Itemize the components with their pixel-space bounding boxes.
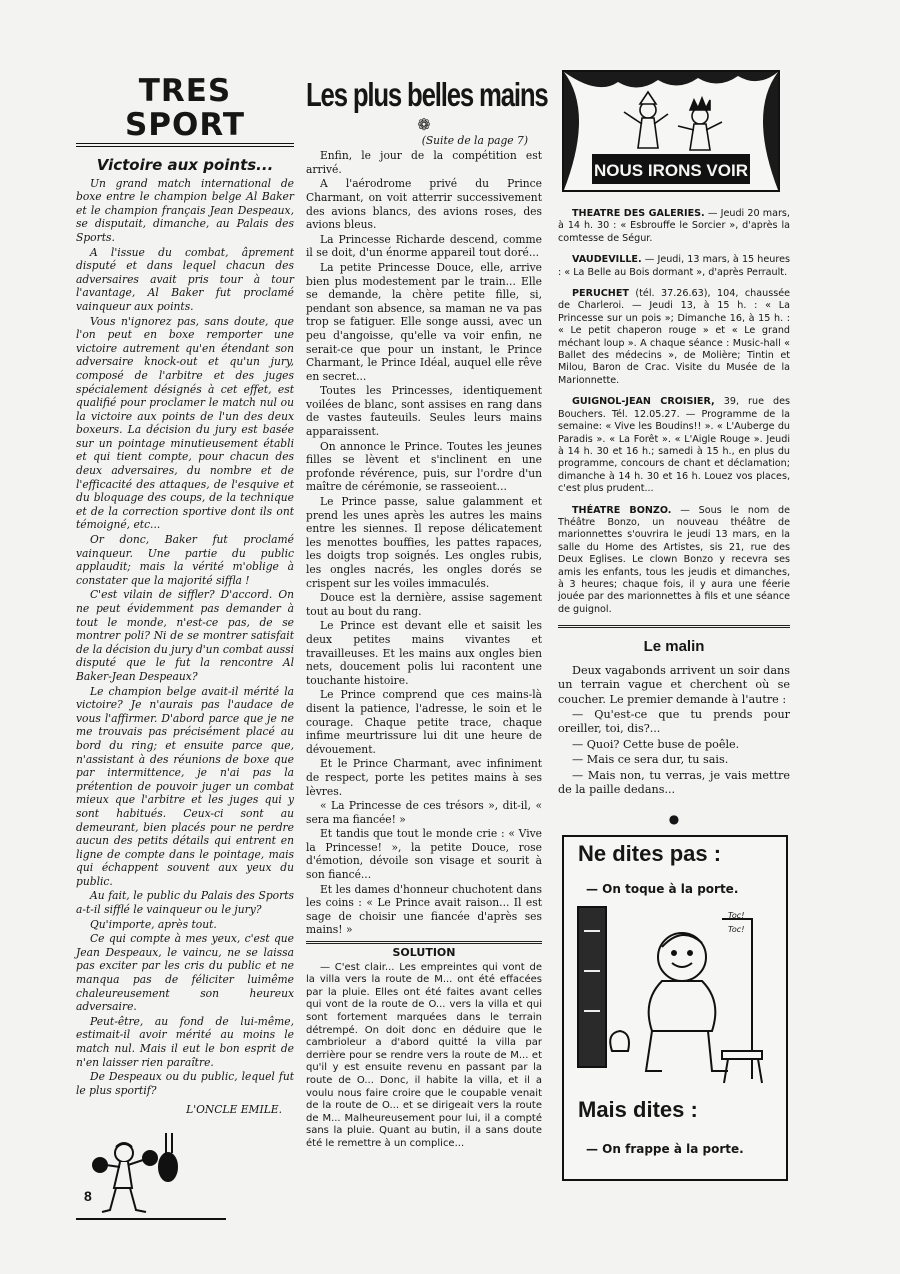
- story-paragraph: Le Prince passe, salue galamment et prend les unes après les autres les mains entre les siennes. Il repose délicatement les menottes bouffies, les pattes rapaces, les doigts trop soignés. Les ongles rubis, les ongles nacrés, les ongles dorés se crispent sur les voiles immaculés.: [306, 495, 542, 590]
- knock-sound: Toc! Toc!: [728, 911, 745, 934]
- entertainment-listings: [558, 208, 790, 616]
- story-title: Les plus belles mains: [306, 76, 548, 113]
- story-column: [306, 70, 548, 1152]
- entertainment-column: [558, 70, 790, 1181]
- boxer-illustration: [76, 1131, 266, 1223]
- listing-entry: [558, 208, 790, 245]
- story-paragraph: A l'aérodrome privé du Prince Charmant, on voit atterrir successivement des avions blancs, des avions roses, des avions bleus.: [306, 177, 542, 232]
- sport-column: [76, 70, 294, 1223]
- listing-details: 39, rue des Bouchers. Tél. 12.05.27. — Programme de la semaine: « Vive les Boudins!! ». « L'Auberge du Paradis ». « La Forêt ». « L'Aigle Rouge ». Jeudi à 14 h. 30 et 16 h.; samedi à 15 h., en plus du programme, concours de chant et déclamation; dimanche à 14 h. 30 et 16 h. Louez vos places, c'est plus prudent...: [558, 396, 791, 495]
- solution-title: SOLUTION: [392, 946, 456, 960]
- story-paragraph: Douce est la dernière, assise sagement tout au bout du rang.: [306, 591, 542, 618]
- malin-title: Le malin: [643, 638, 705, 656]
- listing-venue: GUIGNOL-JEAN CROISIER,: [572, 396, 715, 408]
- malin-paragraph: — Mais ce sera dur, tu sais.: [572, 753, 729, 767]
- sport-paragraph: Un grand match international de boxe entre le champion belge Al Baker et le champion français Jean Despeaux, se disputait, dimanche, au Palais des Sports.: [76, 176, 294, 244]
- story-paragraph: Le Prince est devant elle et saisit les deux petites mains vivantes et travailleuses. Et les mains aux ongles bien nets, doucement polis lui racontent une touchante histoire.: [306, 619, 542, 687]
- listing-details: — Jeudi, 13 mars, à 15 heures : « La Belle au Bois dormant », d'après Perrault.: [558, 254, 790, 278]
- listing-venue: THEATRE DES GALERIES.: [572, 208, 705, 219]
- listing-entry: [558, 254, 790, 279]
- story-paragraph: Et le Prince Charmant, avec infiniment de respect, porte les petites mains à ses lèvres.: [306, 757, 542, 798]
- page-number: 8: [84, 1188, 92, 1204]
- ornament-icon: ❁: [417, 115, 431, 134]
- solution-text: — C'est clair... Les empreintes qui vont de la villa vers la route de M... ont été effacées par la pluie. Elles ont été faites avant celles qui vont de la route de O... vers la villa et qui sont fortement marquées dans le terrain détrempé. On doit donc en déduire que le cambrioleur a d'abord quitté la villa par derrière pour se rendre vers la route de M... et qu'il y est ensuite revenu en passant par la route de O... Donc, il habite la villa, et il a voulu nous faire croire que le coupable venait de la route de O... et se dirigeait vers la route de M... Malheureusement pour lui, il a compté sans la pluie. Quant au butin, il a sans doute été le remettre à un complice...: [306, 961, 542, 1149]
- story-paragraph: Et tandis que tout le monde crie : « Vive la Princesse! », la petite Douce, rose d'émotion, dévoile son visage et sourit à son fiancé...: [306, 827, 542, 882]
- right-phrase: — On frappe à la porte.: [586, 1142, 744, 1157]
- malin-paragraph: — Quoi? Cette buse de poêle.: [572, 737, 740, 751]
- story-paragraph: Et les dames d'honneur chuchotent dans les coins : « Le Prince avait raison... Il est sage de choisir une fiancée d'après ses mains! »: [306, 882, 542, 937]
- malin-paragraph: Deux vagabonds arrivent un soir dans un terrain vague et cherchent où se coucher. Le premier demande à l'autre :: [558, 663, 790, 706]
- solution-body: [306, 962, 542, 1151]
- listing-details: (tél. 37.26.63), 104, chaussée de Charleroi. — Jeudi 13, à 15 h. : « La Princesse sur un pois »; Dimanche 16, à 15 h. : « Le petit chaperon rouge » et « Le grand méchant loup ». A chaque séance : Music-hall « Ballet des médecins », de Molière; Tintin et Milou, Baron de Crac. Visite du Musée de la Marionnette.: [558, 288, 790, 386]
- nous-irons-voir-banner: [562, 70, 780, 192]
- sport-paragraph: Ce qui compte à mes yeux, c'est que Jean Despeaux, le vaincu, ne se laissa pas exciter par les cris du public et ne manqua pas de féliciter luimême chaleureusement son heureux adversaire.: [76, 932, 294, 1014]
- sport-paragraph: Or donc, Baker fut proclamé vainqueur. Une partie du public applaudit; mais la vérité m'oblige à constater que la majorité siffla !: [76, 533, 294, 587]
- ne-dites-pas-heading: Ne dites pas :: [578, 841, 722, 867]
- listing-venue: PERUCHET: [572, 288, 629, 300]
- sport-paragraph: C'est vilain de siffler? D'accord. On ne peut évidemment pas demander à tout le monde, n'est-ce pas, de se montrer poli? Ni de se montrer satisfait de la décision du jury d'un combat aussi disputé que le fut la rencontre Al Baker-Jean Despeaux?: [76, 588, 294, 683]
- sport-paragraph: De Despeaux ou du public, lequel fut le plus sportif?: [76, 1070, 294, 1097]
- listing-venue: VAUDEVILLE.: [572, 254, 642, 266]
- continued-note: (Suite de la page 7): [421, 133, 528, 147]
- sport-paragraph: Le champion belge avait-il mérité la victoire? Je n'aurais pas l'audace de vous l'affirmer. D'abord parce que je ne me trouvais pas précisément placé au bord du ring; et ensuite parce que, n'assistant à des réunions de boxe que par intermittence, je n'ai pas la prétention de pouvoir juger un combat mieux que l'arbitre et les juges qui y sont habitués. Ceux-ci sont au demeurant, bien placés pour ne perdre aucun des petits détails qui entrent en ligne de compte dans le pointage, mais qui échappent souvent aux yeux du public.: [76, 684, 294, 888]
- story-body: [306, 149, 542, 937]
- malin-paragraph: — Mais non, tu verras, je vais mettre de la paille dedans...: [558, 768, 790, 797]
- listing-entry: [558, 505, 790, 617]
- bullet-icon: ●: [668, 812, 680, 827]
- malin-paragraph: — Qu'est-ce que tu prends pour oreiller, toi, dis?...: [558, 708, 790, 736]
- sport-article-title: Victoire aux points...: [96, 156, 274, 174]
- mais-dites-heading: Mais dites :: [578, 1097, 698, 1123]
- story-paragraph: La Princesse Richarde descend, comme il se doit, d'un énorme appareil tout doré...: [306, 232, 542, 260]
- listing-details: — Sous le nom de Théâtre Bonzo, un nouveau théâtre de marionnettes s'ouvrira le jeudi 13 mars, en la salle du Home des Artistes, sis 21, rue des Deux Eglises. Le clown Bonzo y recevra ses amis les enfants, tous les jeudis et dimanches, à 3 heures; chaque fois, il y aura une féerie jouée par des marionnettes à fils et une séance de guignol.: [558, 504, 790, 615]
- listing-entry: [558, 396, 790, 495]
- signature: L'ONCLE EMILE.: [186, 1103, 282, 1117]
- malin-body: [558, 664, 790, 798]
- story-paragraph: Toutes les Princesses, identiquement voilées de blanc, sont assises en rang dans de vastes fauteuils. Seules leurs mains apparaissent.: [306, 384, 542, 439]
- story-paragraph: Le Prince comprend que ces mains-là disent la patience, l'adresse, le soin et le courage. Chaque petite trace, chaque infime meurtrissure lui dit une heure de dévouement.: [306, 688, 542, 756]
- ne-dites-pas-box: [562, 835, 788, 1181]
- tres-sport-header: TRES SPORT: [76, 74, 294, 147]
- divider: [306, 941, 542, 944]
- wrong-phrase: — On toque à la porte.: [586, 882, 739, 897]
- listing-venue: THÉATRE BONZO.: [572, 504, 672, 516]
- story-paragraph: « La Princesse de ces trésors », dit-il, « sera ma fiancée! »: [306, 799, 542, 826]
- listing-details: — Jeudi 20 mars, à 14 h. 30 : « Esbrouffe le Sorcier », d'après la comtesse de Ségur.: [558, 208, 790, 244]
- sport-article-body: [76, 177, 294, 1098]
- story-paragraph: La petite Princesse Douce, elle, arrive bien plus modestement par le train... Elle se demande, la chère petite fille, si, pendant son absence, sa maman ne va pas trop se fatiguer. Elle songe aussi, avec un peu d'angoisse, qu'elle va voir enfin, ne serait-ce que pour un instant, le Prince Charmant, le Prince Idéal, auquel elle rêve en secret...: [306, 260, 542, 383]
- sport-paragraph: Qu'importe, après tout.: [90, 917, 217, 931]
- banner-title: NOUS IRONS VOIR: [594, 161, 748, 180]
- listing-entry: [558, 288, 790, 387]
- sport-paragraph: Vous n'ignorez pas, sans doute, que l'on peut en boxe remporter une victoire autrement qu'en étendant son adversaire knock-out et qu'un jury, composé de l'arbitre et des juges spécialement désignés à cet effet, est qualifié pour proclamer le match nul ou la victoire aux points de l'un des deux boxeurs. La décision du jury est basée sur un pointage minutieusement établi et qui tient compte, pour chacun des deux adversaires, du nombre et de l'efficacité des attaques, de l'esquive et du bloquage des coups, de la technique et de la correction sportive dont ils ont témoigné, etc...: [76, 314, 294, 532]
- divider: [558, 625, 790, 628]
- sport-paragraph: Peut-être, au fond de lui-même, estimait-il avoir mérité au moins le match nul. Mais il eut le bon esprit de n'en laisser rien paraître.: [76, 1014, 294, 1069]
- story-paragraph: Enfin, le jour de la compétition est arrivé.: [306, 149, 542, 176]
- story-paragraph: On annonce le Prince. Toutes les jeunes filles se lèvent et s'inclinent en une profonde révérence, puis, sur l'ordre d'un maître de cérémonie, se rasseoient...: [306, 439, 542, 494]
- sport-paragraph: Au fait, le public du Palais des Sports a-t-il sifflé le vainqueur ou le jury?: [76, 889, 294, 917]
- sport-paragraph: A l'issue du combat, âprement disputé et dans lequel chacun des adversaires avait pris tour à tour l'avantage, Al Baker fut proclamé vainqueur aux points.: [76, 245, 294, 313]
